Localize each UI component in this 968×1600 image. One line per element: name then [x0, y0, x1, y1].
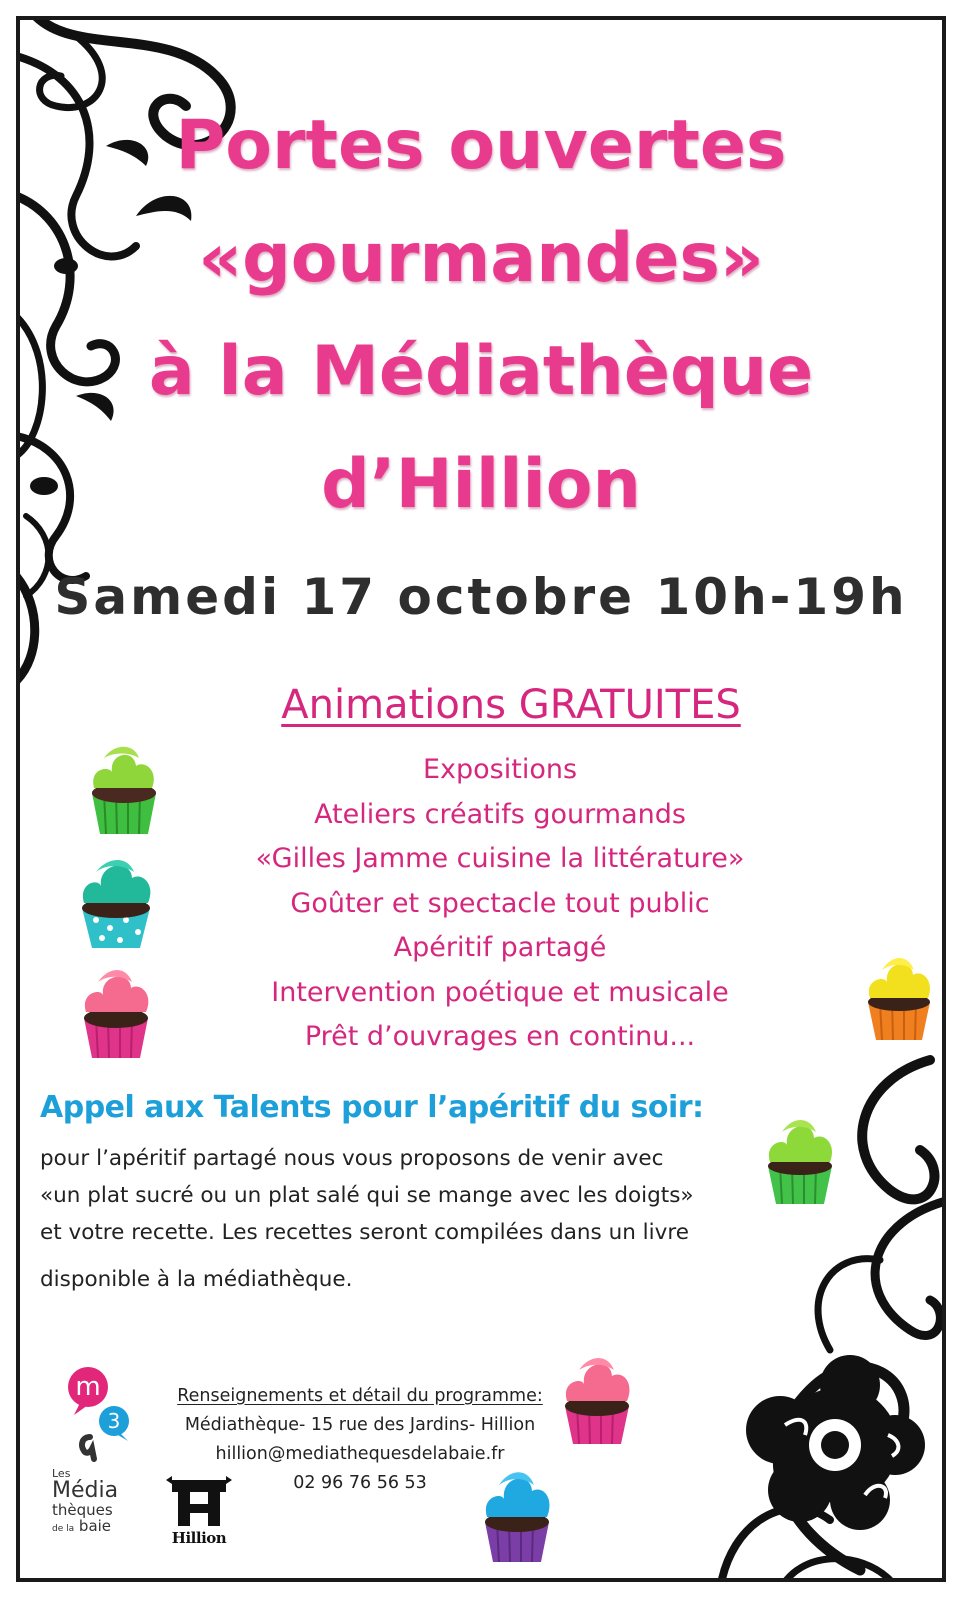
poster-frame [16, 16, 946, 1582]
hillion-logo-text: Hillion [171, 1529, 227, 1547]
flower-icon [746, 1355, 925, 1530]
list-item: Ateliers créatifs gourmands [314, 798, 686, 830]
appel-line: et votre recette. Les recettes seront compilées dans un livre [40, 1220, 689, 1245]
contact-phone: 02 96 76 56 53 [293, 1473, 427, 1493]
logo-text-media: Média [52, 1478, 119, 1503]
contact-block [150, 1382, 570, 1498]
title-line-3: à la Médiathèque [148, 332, 814, 411]
appel-line: «un plat sucré ou un plat salé qui se mange avec les doigts» [40, 1183, 694, 1208]
cupcake-green-right-icon [762, 1110, 838, 1208]
title-line-2: «gourmandes» [198, 219, 764, 298]
mediatheques-logo-text [52, 1468, 142, 1534]
logo-text-de-la: de la [52, 1524, 75, 1534]
list-item: Expositions [422, 754, 578, 785]
appel-heading: Appel aux Talents pour l’apéritif du soir: [40, 1090, 704, 1125]
list-item: Prêt d’ouvrages en continu... [304, 1021, 696, 1052]
logo-text-theques: thèques [52, 1501, 113, 1519]
appel-body [40, 1140, 760, 1298]
list-item: «Gilles Jamme cuisine la littérature» [255, 843, 745, 874]
cupcake-pink-icon [76, 960, 156, 1060]
appel-line: disponible à la médiathèque. [40, 1267, 353, 1292]
animations-heading [50, 682, 946, 728]
animations-list [190, 748, 810, 1060]
logo-letter-m: m [75, 1372, 101, 1402]
logo-text-baie: baie [78, 1517, 112, 1535]
event-date: Samedi 17 octobre 10h-19h [54, 568, 908, 626]
contact-label: Renseignements et détail du programme: [177, 1386, 543, 1406]
logo-text-les: Les [52, 1467, 71, 1480]
animations-heading-text: Animations GRATUITES [281, 682, 741, 728]
title-line-4: d’Hillion [321, 445, 641, 524]
list-item: Apéritif partagé [393, 932, 607, 963]
cupcake-green-icon [84, 738, 164, 838]
list-item: Goûter et spectacle tout public [290, 887, 710, 919]
contact-address: Médiathèque- 15 rue des Jardins- Hillion [184, 1415, 536, 1435]
list-item: Intervention poétique et musicale [271, 976, 729, 1008]
cupcake-teal-icon [76, 848, 156, 953]
contact-email[interactable]: hillion@mediathequesdelabaie.fr [215, 1444, 505, 1464]
appel-line: pour l’apéritif partagé nous vous proposons de venir avec [40, 1146, 664, 1171]
title-line-1: Portes ouvertes [175, 106, 787, 185]
logo-digit-3: 3 [107, 1409, 121, 1433]
cupcake-yellow-icon [862, 948, 936, 1043]
